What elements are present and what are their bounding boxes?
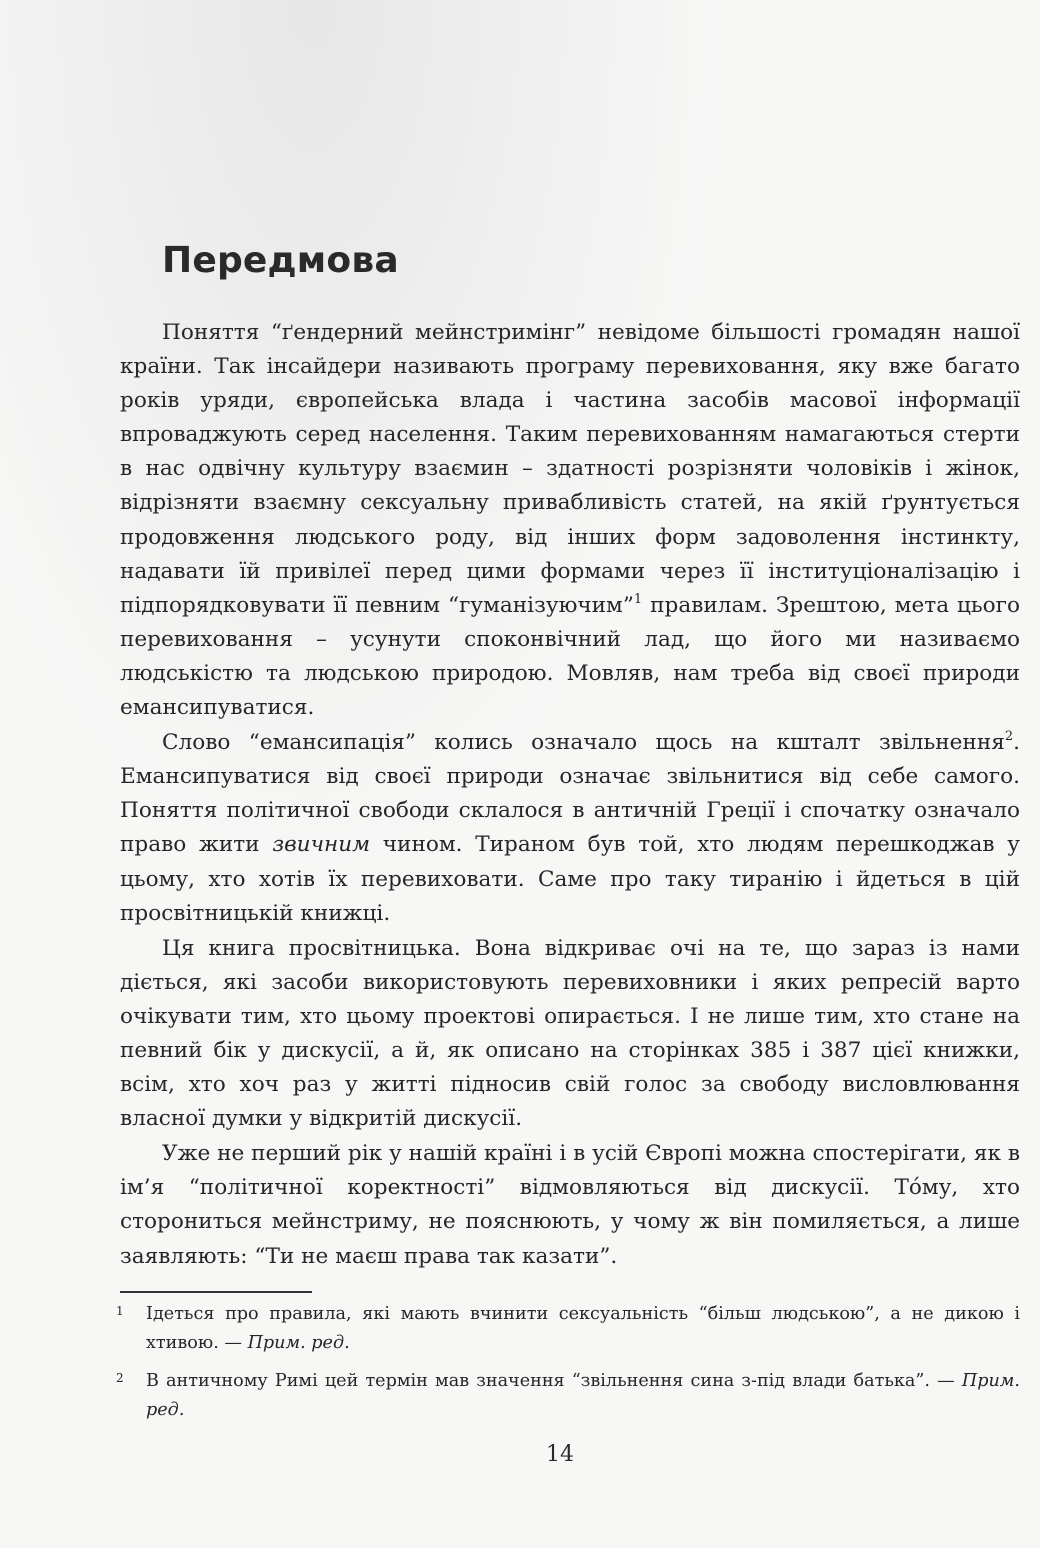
paragraph-4: Уже не перший рік у нашій країні і в усій Європі можна спостерігати, як в ім’я “політичної коректності” відмовляються від дискусії. Тóму, хто сторониться мейнстриму, не пояснюють, у чому ж він помиляється, а лише заявляють: “Ти не маєш права так казати”. — [120, 1141, 1020, 1269]
paragraph-2 — [120, 726, 1020, 931]
footnote-divider — [120, 1291, 312, 1293]
paragraph-2-text-c: чином. Тираном був той, хто людям перешкоджав у цьому, хто хотів їх перевиховати. Саме про таку тиранію і йдеться в цій просвітницькій книжці. — [120, 832, 1020, 926]
footnote-1-text: Ідеться про правила, які мають вчинити сексуальність “більш людською”, а не дикою і хтивою. — — [146, 1304, 1020, 1353]
paragraph-2-text-b: . Емансипуватися від своєї природи означає звільнитися від себе самого. Поняття політичної свободи склалося в античній Греції і спочатку означало право жити — [120, 730, 1020, 858]
page-number: 14 — [546, 1442, 574, 1467]
page-title: Передмова — [162, 240, 399, 281]
footnote-1-mark: 1 — [116, 1304, 124, 1318]
paragraph-2-emphasis: звичним — [272, 832, 371, 858]
paragraph-3: Ця книга просвітницька. Вона відкриває очі на те, що зараз із нами діється, які засоби використовують перевиховники і яких репресій варто очікувати тим, хто цьому проектові опирається. І не лише тим, хто стане на певний бік у дискусії, а й, як описано на сторінках 385 і 387 цієї книжки, всім, хто хоч раз у житті підносив свій голос за свободу висловлювання власної думки у відкритій дискусії. — [120, 935, 1020, 1132]
footnotes — [116, 1300, 1020, 1434]
paragraph-1 — [120, 316, 1020, 725]
footnote-2-note: Прим. ред. — [146, 1371, 1020, 1420]
paragraph-1-text-a: Поняття “ґендерний мейнстримінг” невідоме більшості громадян нашої країни. Так інсайдери називають програму перевиховання, яку вже багато років уряди, європейська влада і частина засобів масової інформації впроваджують серед населення. Таким перевихованням намагаються стерти в нас одвічну культуру взаємин – здатності розрізняти чоловіків і жінок, відрізняти взаємну сексуальну привабливість статей, на якій ґрунтується продовження людського роду, від інших форм задоволення інстинкту, надавати їй привілеї перед цими формами через її інституціоналізацію і підпорядковувати її певним “гуманізуючим” — [120, 320, 1020, 618]
body-text — [120, 316, 1020, 1274]
footnote-1-note: Прим. ред. — [247, 1333, 350, 1353]
footnote-ref-2: 2 — [1004, 729, 1014, 745]
footnote-2-mark: 2 — [116, 1371, 124, 1385]
paragraph-2-text-a: Слово “емансипація” колись означало щось на кшталт звільнення — [162, 730, 1005, 756]
footnote-1 — [116, 1300, 1020, 1358]
footnote-ref-1: 1 — [633, 591, 643, 607]
footnote-2-text: В античному Римі цей термін мав значення “звільнення сина з-під влади батька”. — — [146, 1371, 962, 1391]
footnote-2 — [116, 1367, 1020, 1425]
paragraph-1-text-b: правилам. Зрештою, мета цього перевиховання – усунути споконвічний лад, що його ми називаємо людськістю та людською природою. Мовляв, нам треба від своєї природи емансипуватися. — [120, 592, 1020, 721]
